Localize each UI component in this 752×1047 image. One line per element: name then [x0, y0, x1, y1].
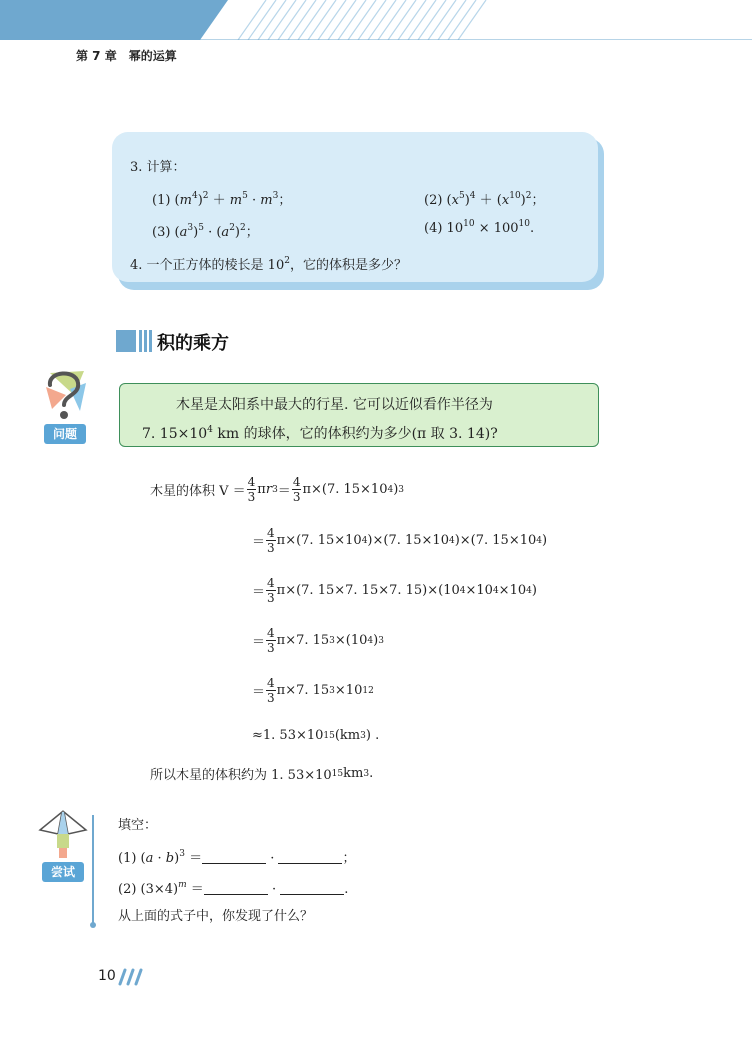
exercise-q3-1: (1) $(m^4)^2 + m^5 \cdot m^3$；	[152, 191, 292, 208]
try-it-blank-1: (1) $(a \cdot b)^3$ ＝ · ；	[118, 849, 356, 866]
section-heading-bar	[116, 330, 136, 352]
exercise-q3-2-label: (2)	[424, 193, 443, 208]
problem-badge: 问题	[44, 424, 86, 444]
exercise-q3-1-label: (1)	[152, 193, 171, 208]
solution-lead: 木星的体积 V ＝	[150, 484, 246, 499]
section-heading-stripe	[144, 330, 147, 352]
try-it-prompt: 填空：	[118, 818, 158, 833]
problem-line-1: 木星是太阳系中最大的行星. 它可以近似看作半径为	[176, 397, 493, 413]
try-it-badge: 尝试	[42, 862, 84, 882]
exercise-q4: 4. 一个正方体的棱长是 $10^2$，它的体积是多少？	[130, 256, 407, 273]
solution-line-1: 木星的体积 V ＝ $\frac{4}{3}$ π r 3 ＝ $\frac{4}{3}$ π×(7. 15×10 4 ) 3	[150, 475, 405, 504]
solution-line-5: ＝ $\frac{4}{3}$ π×7. 15 3 ×10 12	[252, 676, 374, 705]
solution-line-2: ＝ $\frac{4}{3}$ π×(7. 15×10 4 )×(7. 15×10 4 )×(7. 15×10 4 )	[252, 526, 548, 555]
solution-line-3: ＝ $\frac{4}{3}$ π×(7. 15×7. 15×7. 15)×(10 4 ×10 4 ×10 4 )	[252, 576, 537, 605]
section-heading-stripe	[139, 330, 142, 352]
exercise-q3-3-label: (3)	[152, 225, 171, 240]
try-it-question: 从上面的式子中，你发现了什么？	[118, 909, 314, 924]
solution-line-6: ≈1. 53×10 15 (km 3 ) .	[252, 728, 380, 743]
header-band	[0, 0, 752, 40]
section-heading-stripe	[149, 330, 152, 352]
exercise-q3-3: (3) $(a^3)^5 \cdot (a^2)^2$；	[152, 223, 259, 240]
exercise-q3-label: 3. 计算：	[130, 160, 186, 175]
try-it-divider	[92, 815, 94, 925]
chapter-title: 第 7 章 幂的运算	[76, 49, 177, 63]
try-it-divider-dot	[88, 920, 98, 930]
page-number-slashes	[118, 968, 144, 986]
exercise-q3-2: (2) $(x^5)^4 + (x^{10})^2$；	[424, 191, 545, 208]
section-title: 积的乘方	[157, 333, 229, 354]
problem-line-2: 7. $15\times 10^4$ km 的球体，它的体积约为多少(π 取 3. 14)?	[142, 425, 498, 442]
page-number: 10	[98, 968, 116, 984]
solution-conclusion: 所以木星的体积约为 1. 53×10 15 km 3 .	[150, 766, 374, 783]
question-mark-icon	[40, 365, 90, 425]
exercise-q3-4: (4) $10^{10} \times 100^{10}$.	[424, 219, 535, 236]
kite-icon	[36, 808, 90, 862]
solution-line-4: ＝ $\frac{4}{3}$ π×7. 15 3 ×(10 4 ) 3	[252, 626, 384, 655]
exercise-q3-4-label: (4)	[424, 221, 443, 236]
try-it-blank-2: (2) $(3\times 4)^m$ ＝ · .	[118, 880, 349, 897]
